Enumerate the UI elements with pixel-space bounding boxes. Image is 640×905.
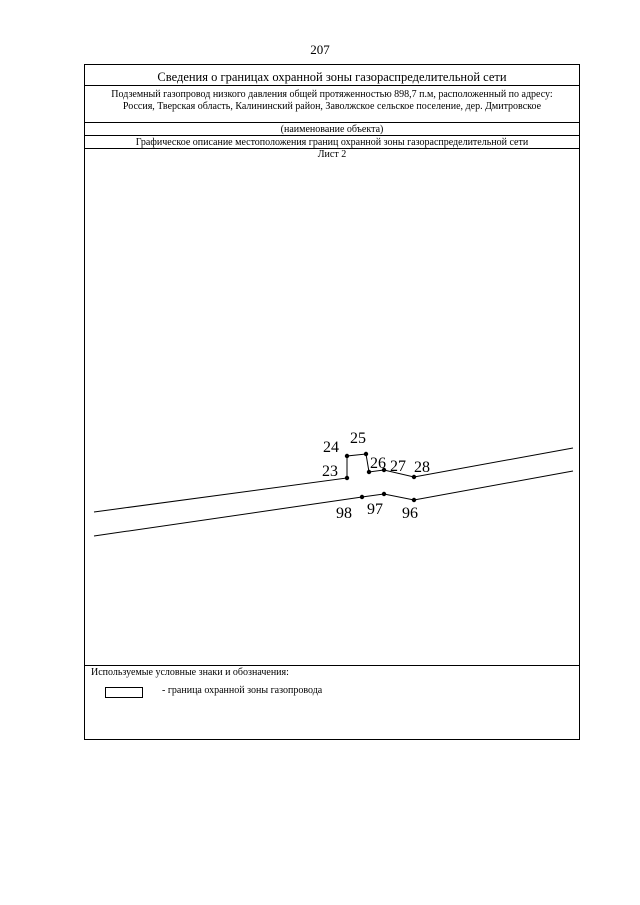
label-96: 96 [402, 505, 418, 522]
label-23: 23 [322, 463, 338, 480]
legend-text-boundary: - граница охранной зоны газопровода [162, 685, 323, 696]
label-25: 25 [350, 430, 366, 447]
title: Сведения о границах охранной зоны газораспределительной сети [157, 70, 507, 84]
sheet-label: Лист 2 [317, 149, 347, 160]
label-28: 28 [414, 459, 430, 476]
label-26: 26 [370, 455, 386, 472]
point-24 [345, 454, 349, 458]
lower-boundary-line [94, 471, 573, 536]
label-97: 97 [367, 501, 383, 518]
upper-boundary-line [94, 448, 573, 512]
page-number: 207 [310, 42, 330, 57]
object-name-caption: (наименование объекта) [280, 124, 384, 135]
graphic-caption: Графическое описание местоположения границ охранной зоны газораспределительной сети [135, 137, 529, 148]
point-23 [345, 476, 349, 480]
label-24: 24 [323, 439, 339, 456]
description-line-2: Россия, Тверская область, Калининский район, Заволжское сельское поселение, дер. Дмитровское [122, 101, 542, 112]
label-27: 27 [390, 458, 406, 475]
label-98: 98 [336, 505, 352, 522]
legend-title: Используемые условные знаки и обозначения: [91, 667, 289, 678]
point-98 [360, 495, 364, 499]
point-96 [412, 498, 416, 502]
point-25 [364, 452, 368, 456]
point-97 [382, 492, 386, 496]
description-line-1: Подземный газопровод низкого давления общей протяженностью 898,7 п.м, расположенный по адресу: [111, 89, 553, 100]
